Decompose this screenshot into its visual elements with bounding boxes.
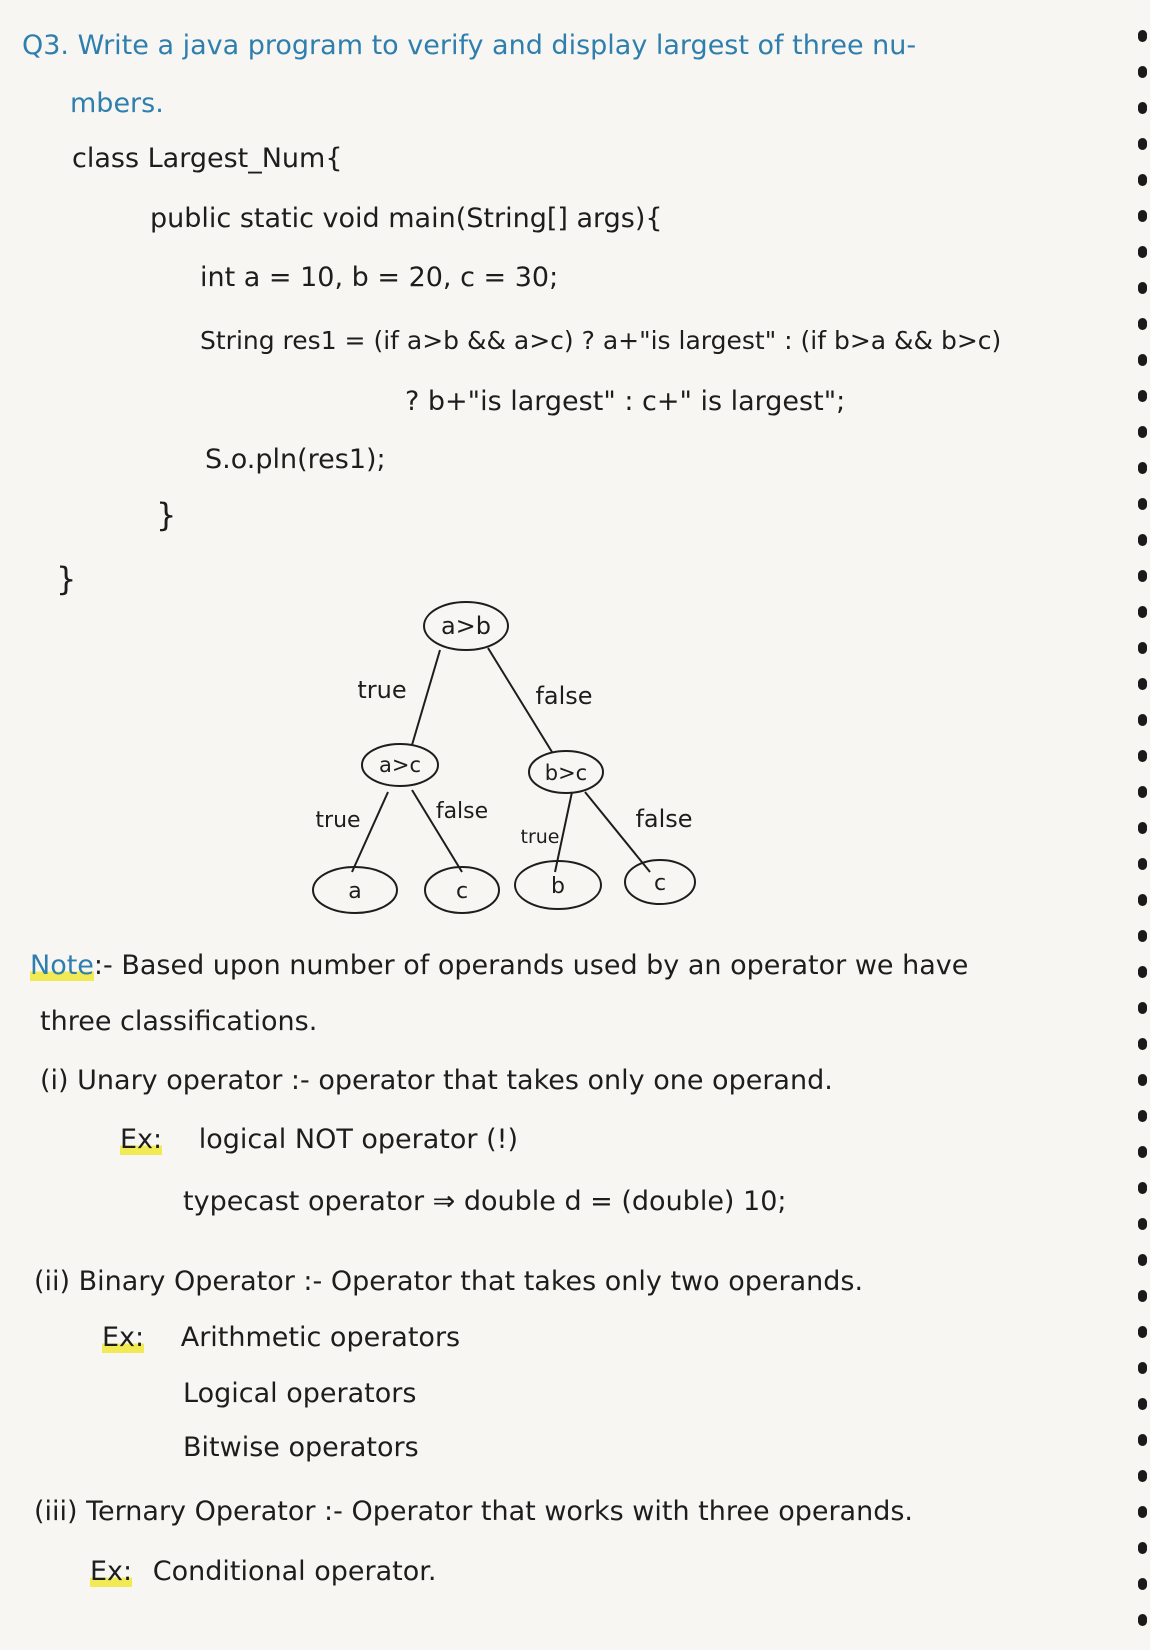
edge-root-left — [412, 650, 440, 745]
binder-hole — [1138, 894, 1147, 906]
note-label: Note — [30, 950, 94, 981]
binder-hole — [1138, 1362, 1147, 1374]
code-res-line-1: String res1 = (if a>b && a>c) ? a+"is largest" : (if b>a && b>c) — [200, 326, 1002, 355]
binder-hole — [1138, 1002, 1147, 1014]
unary-ex-1-text: logical NOT operator (!) — [198, 1124, 518, 1155]
edge-label-right-true: true — [520, 826, 560, 848]
binder-hole — [1138, 1074, 1147, 1086]
leaf-2-label: c — [455, 879, 469, 904]
binder-hole — [1138, 606, 1147, 618]
unary-heading: (i) Unary operator :- operator that takes only one operand. — [40, 1065, 833, 1096]
binder-hole — [1138, 66, 1147, 78]
code-print: S.o.pln(res1); — [205, 444, 386, 475]
node-root-label: a>b — [440, 612, 492, 640]
binder-hole — [1138, 750, 1147, 762]
note-text: :- Based upon number of operands used by an operator we have — [93, 950, 969, 981]
binary-example-3: Bitwise operators — [183, 1432, 419, 1463]
edge-label-right-false: false — [635, 805, 693, 833]
binder-hole — [1138, 1542, 1147, 1554]
binder-hole — [1138, 1614, 1147, 1626]
leaf-4-label: c — [653, 871, 667, 896]
binder-hole — [1138, 1434, 1147, 1446]
question-line-1: Q3. Write a java program to verify and display largest of three nu- — [22, 30, 917, 61]
edge-label-left-false: false — [435, 799, 489, 824]
note-line-2: three classifications. — [40, 1006, 318, 1037]
binary-example-1 — [102, 1322, 460, 1354]
ternary-example — [90, 1556, 436, 1588]
leaf-1-label: a — [348, 879, 362, 904]
note-line-1 — [30, 950, 968, 982]
binder-hole — [1138, 678, 1147, 690]
binder-hole — [1138, 1254, 1147, 1266]
code-class-decl: class Largest_Num{ — [72, 143, 343, 174]
unary-ex-label: Ex: — [120, 1124, 163, 1155]
code-main-decl: public static void main(String[] args){ — [150, 203, 663, 234]
binary-heading: (ii) Binary Operator :- Operator that takes only two operands. — [34, 1266, 864, 1297]
question-line-2: mbers. — [70, 88, 164, 119]
binder-hole — [1138, 30, 1147, 42]
binder-holes — [1136, 30, 1150, 1650]
binary-example-2: Logical operators — [183, 1378, 417, 1409]
binder-hole — [1138, 642, 1147, 654]
binder-hole — [1138, 714, 1147, 726]
binder-hole — [1138, 354, 1147, 366]
binary-ex-label: Ex: — [102, 1322, 145, 1353]
edge-label-root-false: false — [535, 682, 593, 710]
binder-hole — [1138, 1506, 1147, 1518]
binder-hole — [1138, 570, 1147, 582]
code-vars: int a = 10, b = 20, c = 30; — [200, 262, 559, 293]
binder-hole — [1138, 174, 1147, 186]
binder-hole — [1138, 822, 1147, 834]
code-res-line-2: ? b+"is largest" : c+" is largest"; — [405, 386, 846, 417]
binder-hole — [1138, 102, 1147, 114]
leaf-3-label: b — [551, 874, 565, 899]
binder-hole — [1138, 1470, 1147, 1482]
binder-hole — [1138, 858, 1147, 870]
unary-example-1 — [120, 1124, 518, 1156]
ternary-ex-text: Conditional operator. — [152, 1556, 437, 1587]
binder-hole — [1138, 138, 1147, 150]
binder-hole — [1138, 1182, 1147, 1194]
code-close-class: } — [56, 560, 77, 598]
binder-hole — [1138, 282, 1147, 294]
binder-hole — [1138, 534, 1147, 546]
binder-hole — [1138, 930, 1147, 942]
binder-hole — [1138, 1038, 1147, 1050]
code-close-main: } — [156, 496, 177, 534]
binder-hole — [1138, 1110, 1147, 1122]
edge-label-left-true: true — [315, 808, 361, 833]
binder-hole — [1138, 786, 1147, 798]
binder-hole — [1138, 966, 1147, 978]
binder-hole — [1138, 1578, 1147, 1590]
binder-hole — [1138, 246, 1147, 258]
edge-label-root-true: true — [357, 676, 407, 704]
binary-ex-1-text: Arithmetic operators — [180, 1322, 461, 1353]
unary-example-2: typecast operator ⇒ double d = (double) 10; — [183, 1186, 787, 1217]
ternary-ex-label: Ex: — [90, 1556, 133, 1587]
binder-hole — [1138, 318, 1147, 330]
binder-hole — [1138, 1290, 1147, 1302]
node-right-label: b>c — [544, 761, 588, 785]
node-left-label: a>c — [378, 753, 422, 777]
binder-hole — [1138, 462, 1147, 474]
binder-hole — [1138, 498, 1147, 510]
ternary-heading: (iii) Ternary Operator :- Operator that works with three operands. — [34, 1496, 914, 1527]
binder-hole — [1138, 1398, 1147, 1410]
binder-hole — [1138, 210, 1147, 222]
binder-hole — [1138, 390, 1147, 402]
binder-hole — [1138, 1146, 1147, 1158]
binder-hole — [1138, 1326, 1147, 1338]
binder-hole — [1138, 1218, 1147, 1230]
binder-hole — [1138, 426, 1147, 438]
